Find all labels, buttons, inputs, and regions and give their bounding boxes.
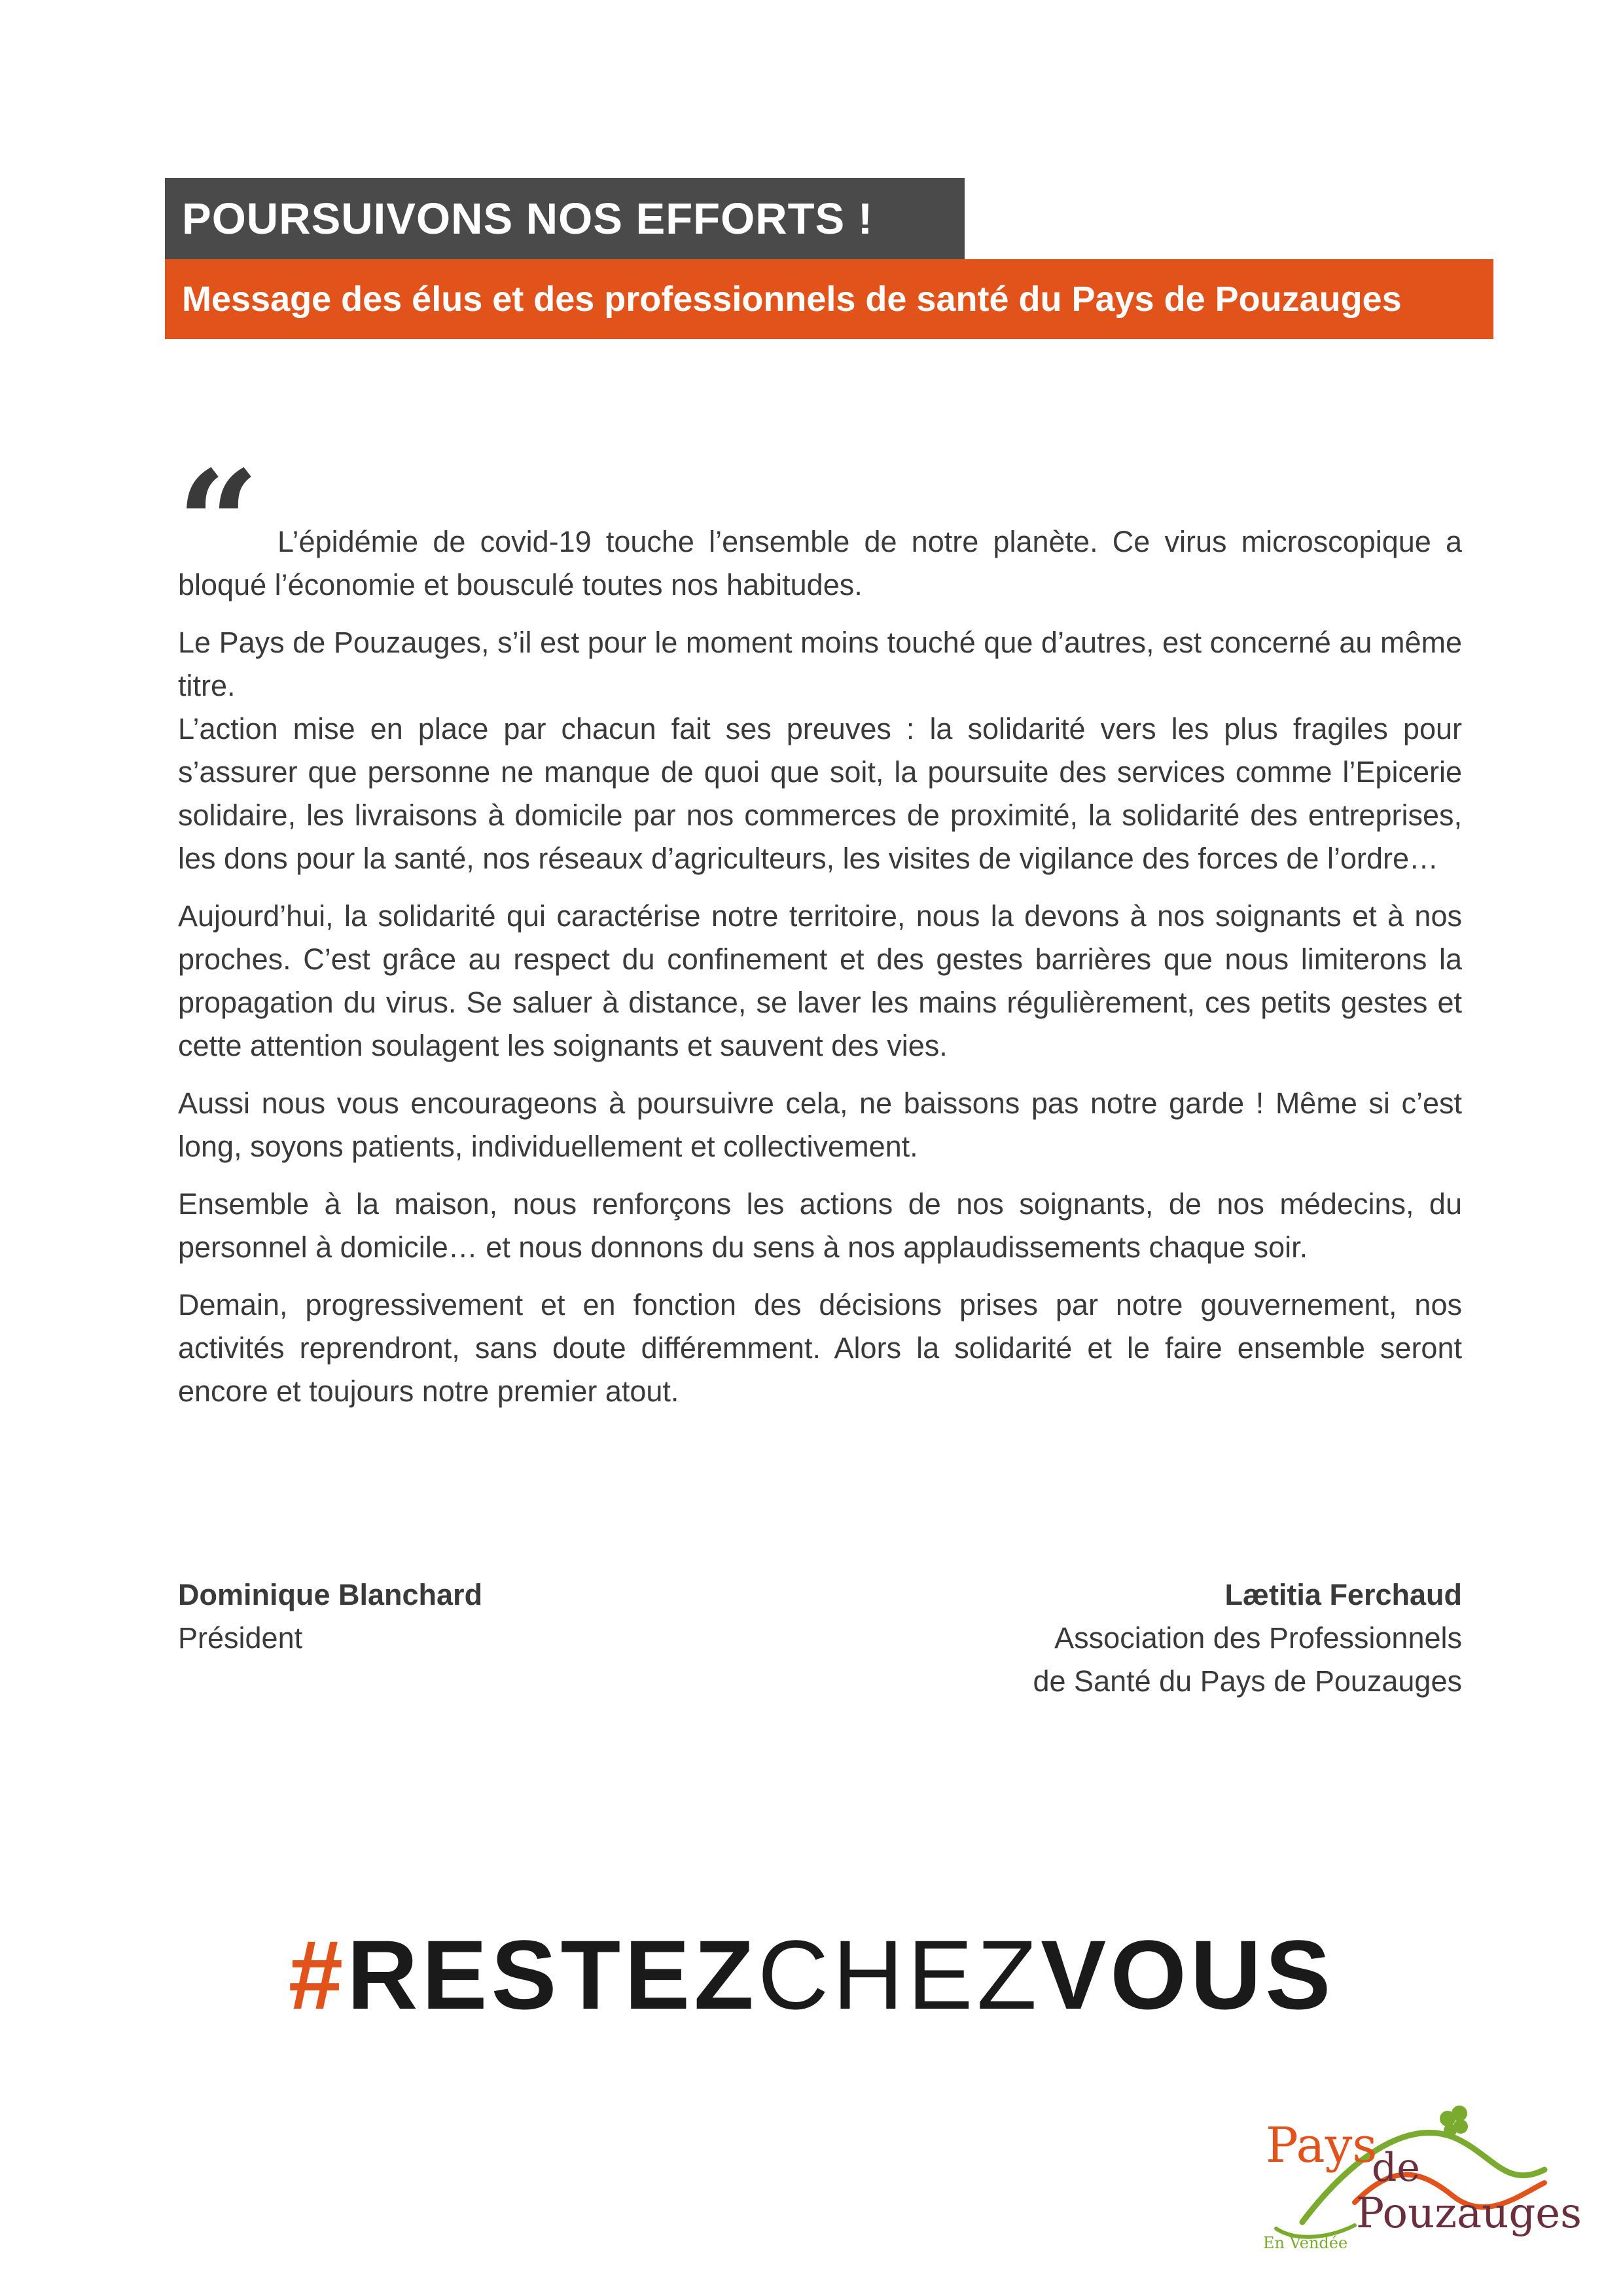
page-subtitle: Message des élus et des professionnels de santé du Pays de Pouzauges bbox=[165, 259, 1493, 339]
signature-right-name: Lætitia Ferchaud bbox=[1224, 1578, 1462, 1611]
page-title: POURSUIVONS NOS EFFORTS ! bbox=[165, 178, 965, 259]
opening-quote-icon: “ bbox=[177, 439, 260, 608]
paragraph-3: Aujourd’hui, la solidarité qui caractérise notre territoire, nous la devons à nos soignants et à nos proches. C’est grâce au respect du confinement et des gestes barrières que nous limiterons la propagation du virus. Se saluer à distance, se laver les mains régulièrement, ces petits gestes et cette attention soulagent les soignants et sauvent des vies. bbox=[178, 899, 1462, 1062]
hashtag-restez-chez-vous bbox=[0, 1921, 1623, 2029]
message-body bbox=[178, 520, 1462, 1427]
pays-de-pouzauges-logo bbox=[1257, 2091, 1582, 2261]
paragraph-1: L’épidémie de covid-19 touche l’ensemble de notre planète. Ce virus microscopique a bloqué l’économie et bousculé toutes nos habitudes. bbox=[178, 525, 1462, 601]
logo-text-pays: Pays bbox=[1266, 2117, 1378, 2174]
paragraph-2a: Le Pays de Pouzauges, s’il est pour le moment moins touché que d’autres, est concerné au même titre. bbox=[178, 626, 1462, 702]
logo-text-en-vendee: En Vendée bbox=[1263, 2234, 1348, 2252]
hashtag-symbol: # bbox=[288, 1920, 348, 2030]
signature-left-role: Président bbox=[178, 1621, 303, 1655]
paragraph-2b: L’action mise en place par chacun fait ses preuves : la solidarité vers les plus fragiles pour s’assurer que personne ne manque de quoi que soit, la poursuite des services comme l’Epicerie solidaire, les livraisons à domicile par nos commerces de proximité, la solidarité des entreprises, les dons pour la santé, nos réseaux d’agriculteurs, les visites de vigilance des forces de l’ordre… bbox=[178, 712, 1462, 875]
hashtag-word-vous: VOUS bbox=[1041, 1920, 1335, 2030]
signature-right-org-line1: Association des Professionnels bbox=[1054, 1621, 1462, 1655]
signature-left bbox=[178, 1573, 482, 1660]
signature-right-org-line2: de Santé du Pays de Pouzauges bbox=[1033, 1664, 1462, 1698]
paragraph-4: Aussi nous vous encourageons à poursuivre cela, ne baissons pas notre garde ! Même si c’est long, soyons patients, individuellement et collectivement. bbox=[178, 1086, 1462, 1163]
logo-text-pouzauges: Pouzauges bbox=[1356, 2189, 1582, 2238]
hashtag-word-chez: CHEZ bbox=[757, 1920, 1041, 2030]
signature-right bbox=[1033, 1573, 1463, 1703]
paragraph-5: Ensemble à la maison, nous renforçons les actions de nos soignants, de nos médecins, du personnel à domicile… et nous donnons du sens à nos applaudissements chaque soir. bbox=[178, 1187, 1462, 1264]
paragraph-6: Demain, progressivement et en fonction des décisions prises par notre gouvernement, nos activités reprendront, sans doute différemment. Alors la solidarité et le faire ensemble seront encore et toujours notre premier atout. bbox=[178, 1288, 1462, 1408]
logo-text-de: de bbox=[1372, 2145, 1420, 2191]
hashtag-word-restez: RESTEZ bbox=[347, 1920, 758, 2030]
signature-left-name: Dominique Blanchard bbox=[178, 1578, 483, 1611]
